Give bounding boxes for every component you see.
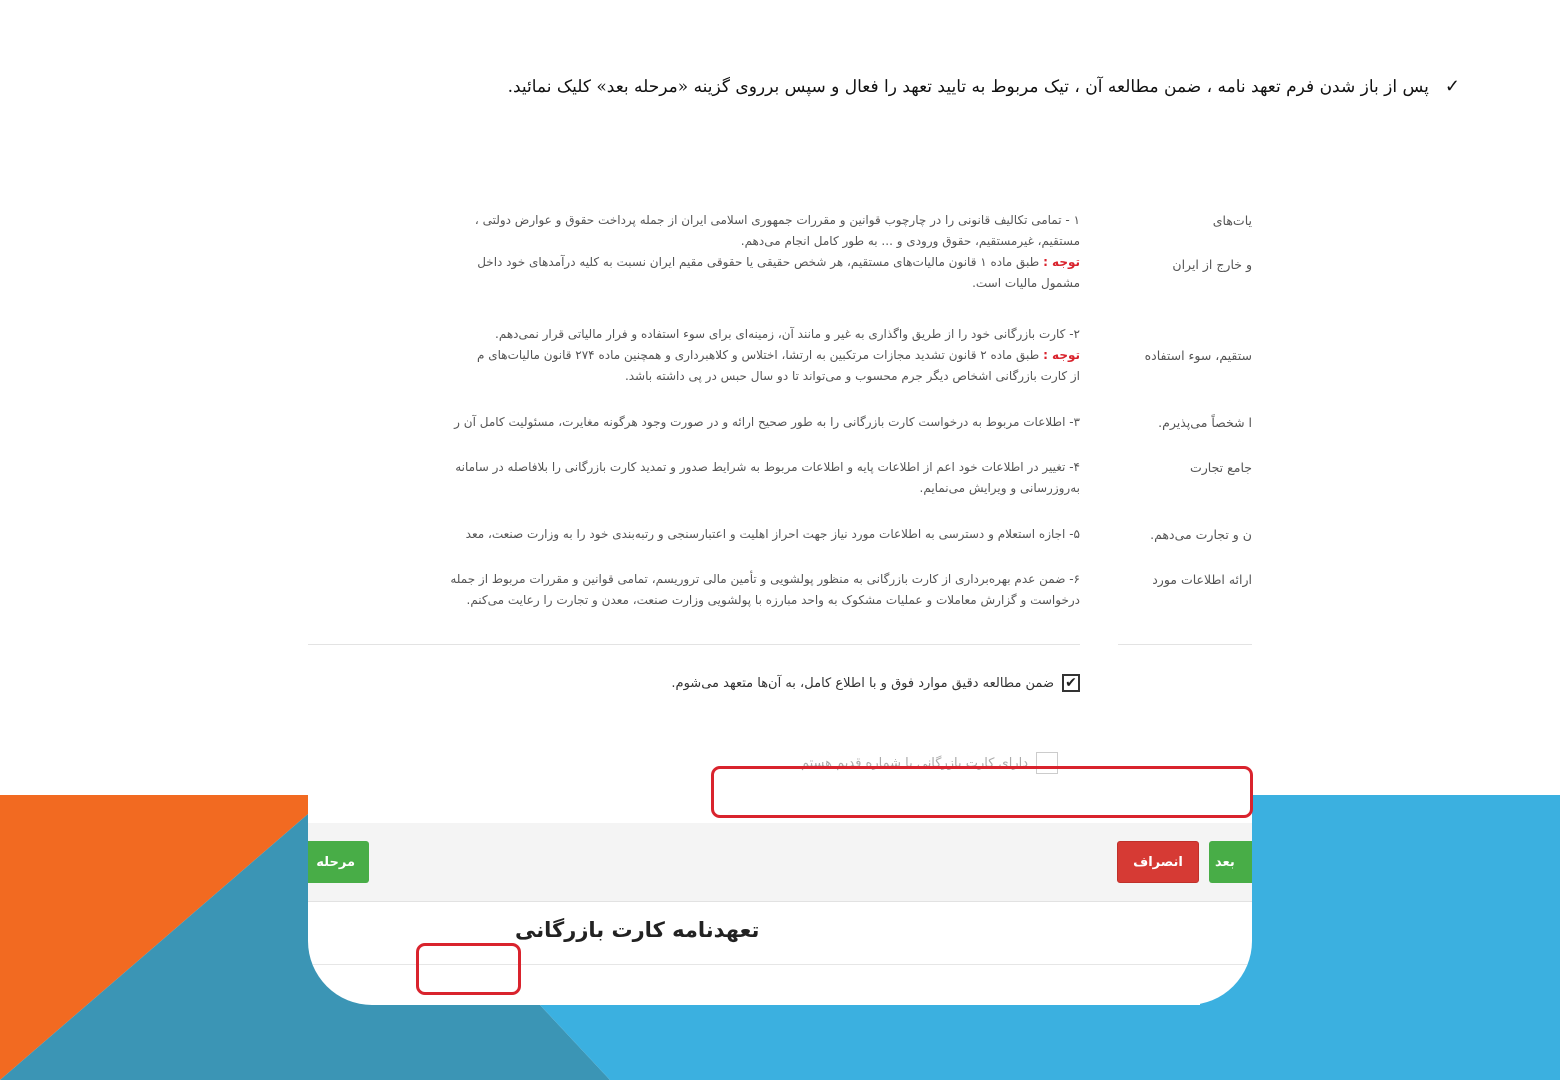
agree-checkbox-row[interactable] — [671, 674, 1080, 692]
item-text: ۱ - تمامی تکالیف قانونی را در چارچوب قوانین و مقررات جمهوری اسلامی ایران از جمله پرداخت حقوق و عوارض دولتی ، مستقیم، غیرمستقیم، حقوق ورودی و ... به طور کامل انجام می‌دهم. توجه : طبق ماده ۱ قانون مالیات‌های مستقیم، هر شخص حقیقی یا حقوقی مقیم ایران نسبت به کلیه درآمدهای خود داخل مشمول مالیات است. — [474, 213, 1080, 290]
highlight-box-next-button — [711, 766, 1253, 818]
check-icon: ✓ — [1444, 76, 1460, 97]
old-card-label: دارای کارت بازرگانی با شماره قدیم هستم — [800, 755, 1028, 771]
note-label: توجه : — [1043, 255, 1080, 269]
cancel-button[interactable]: انصراف — [1117, 841, 1199, 883]
previous-step-button[interactable]: مرحله — [308, 841, 369, 883]
item-side-label: ن و تجارت می‌دهم. — [1150, 527, 1252, 542]
item-text: ۴- تغییر در اطلاعات خود اعم از اطلاعات پایه و اطلاعات مربوط به شرایط صدور و تمدید کارت بازرگانی را بلافاصله در سامانه به‌روزرسانی و ویرایش می‌نمایم. — [455, 460, 1080, 495]
instruction-sentence: پس از باز شدن فرم تعهد نامه ، ضمن مطالعه آن ، تیک مربوط به تایید تعهد را فعال و سپس برروی گزینه «مرحله بعد» کلیک نمائید. — [507, 77, 1429, 97]
item-side-label: جامع تجارت — [1189, 460, 1252, 475]
modal-title: تعهدنامه کارت بازرگانی — [515, 918, 760, 942]
item-side-label: ا شخصاً می‌پذیرم. — [1158, 415, 1252, 430]
item-side-label: ارائه اطلاعات مورد — [1152, 572, 1252, 587]
highlight-box-close-area — [416, 943, 521, 995]
modal-footer — [308, 823, 1252, 902]
item-text: ۲- کارت بازرگانی خود را از طریق واگذاری به غیر و مانند آن، زمینه‌ای برای سوء استفاده و فرار مالیاتی قرار نمی‌دهم. توجه : طبق ماده ۲ قانون تشدید مجازات مرتکبین به ارتشا، اختلاس و کلاهبرداری و همچنین ماده ۲۷۴ قانون مالیات‌های م از کارت بازرگانی اشخاص دیگر جرم محسوب و می‌تواند تا دو سال حبس در پی داشته باشد. — [476, 327, 1080, 383]
next-step-button[interactable]: بعد — [1209, 841, 1252, 883]
divider — [308, 644, 1080, 645]
divider — [1118, 644, 1252, 645]
instruction-text — [260, 70, 1460, 104]
agree-checkbox[interactable]: ✔ — [1062, 674, 1080, 692]
item-text: ۶- ضمن عدم بهره‌برداری از کارت بازرگانی به منظور پولشویی و تأمین مالی تروریسم، تمامی قوانین و مقررات مربوط از جمله درخواست و گزارش معاملات و عملیات مشکوک به واحد مبارزه با پولشویی وزارت صنعت، معدن و تجارت را رعایت می‌کنم. — [450, 572, 1080, 607]
agree-label: ضمن مطالعه دقیق موارد فوق و با اطلاع کامل، به آن‌ها متعهد می‌شوم. — [671, 675, 1054, 691]
item-side-label: ستقیم، سوء استفاده — [1144, 348, 1252, 363]
commitment-form — [308, 200, 1252, 1005]
note-label: توجه : — [1043, 348, 1080, 362]
item-side-label: یات‌های و خارج از ایران — [1172, 213, 1252, 272]
item-text: ۳- اطلاعات مربوط به درخواست کارت بازرگانی را به طور صحیح ارائه و در صورت وجود هرگونه مغایرت، مسئولیت کامل آن ر — [454, 415, 1080, 429]
item-text: ۵- اجازه استعلام و دسترسی به اطلاعات مورد نیاز جهت احراز اهلیت و اعتبارسنجی و رتبه‌بندی خود را به وزارت صنعت، معد — [465, 527, 1080, 541]
